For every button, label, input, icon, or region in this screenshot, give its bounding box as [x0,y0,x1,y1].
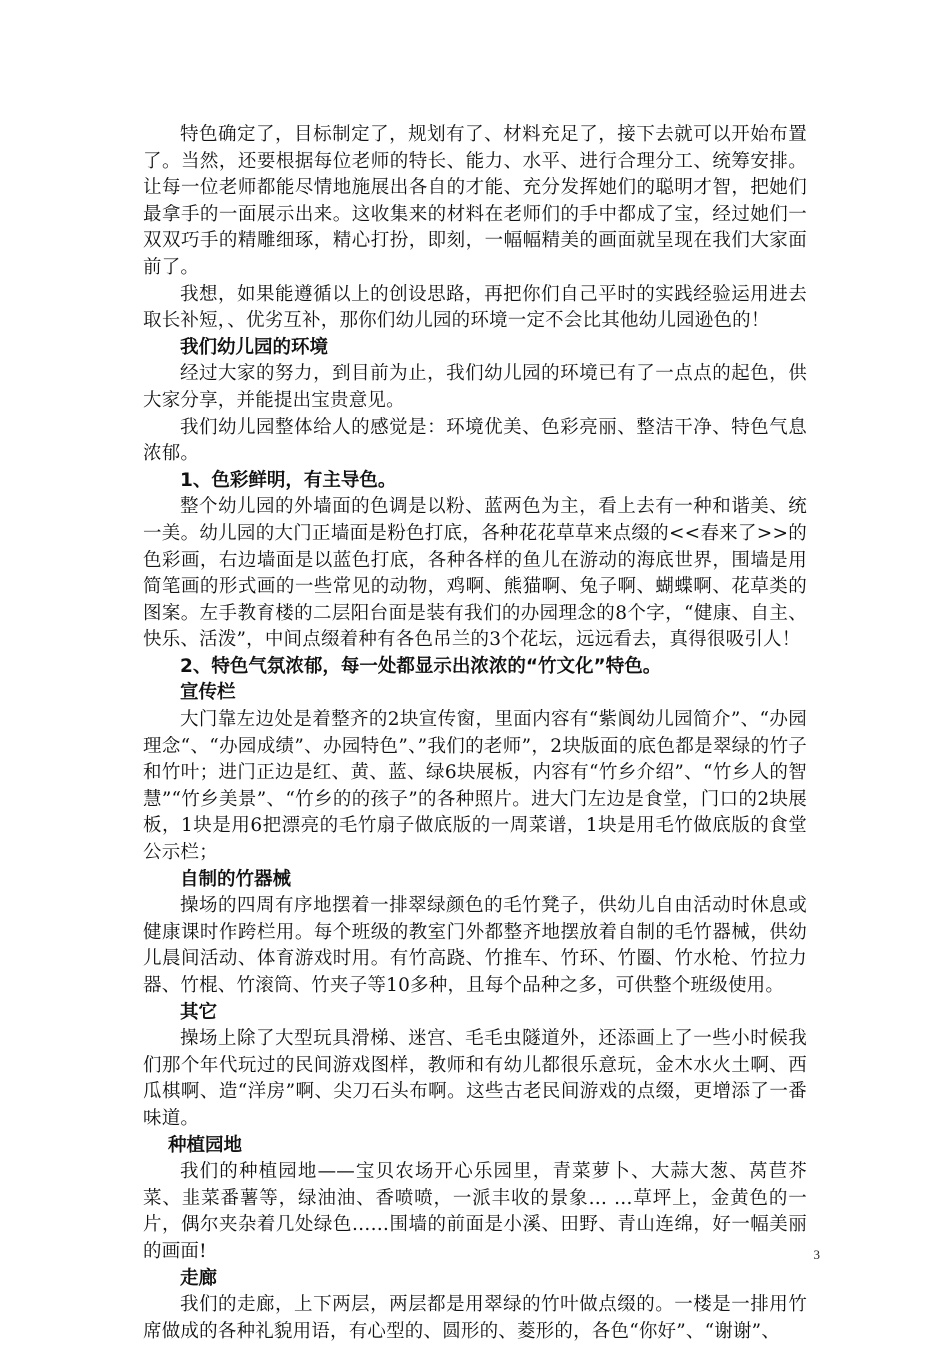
paragraph: 我想，如果能遵循以上的创设思路，再把你们自己平时的实践经验运用进去取长补短，、优劣互补，那你们幼儿园的环境一定不会比其他幼儿园逊色的！ [143,283,807,332]
section-heading: 我们幼儿园的环境 [180,336,329,358]
paragraph: 我们幼儿园整体给人的感觉是：环境优美、色彩亮丽、整洁干净、特色气息浓郁。 [143,416,807,465]
paragraph: 操场上除了大型玩具滑梯、迷宫、毛毛虫隧道外，还添画上了一些小时候我们那个年代玩过的民间游戏图样，教师和有幼儿都很乐意玩，金木水火土啊、西瓜棋啊、造“洋房”啊、尖刀石头布啊。这些古老民间游戏的点缀，更增添了一番味道。 [143,1028,807,1129]
paragraph: 我们的种植园地——宝贝农场开心乐园里，青菜萝卜、大蒜大葱、莴苣芥菜、韭菜番薯等，绿油油、香喷喷，一派丰收的景象… …草坪上，金黄色的一片，偶尔夹杂着几处绿色……围墙的前面是小溪、田野、青山连绵，好一幅美丽的画面! [143,1161,807,1262]
subsection-heading: 宣传栏 [180,682,236,704]
section-heading: 2、特色气氛浓郁，每一处都显示出浓浓的“竹文化”特色。 [180,655,662,677]
paragraph: 经过大家的努力，到目前为止，我们幼儿园的环境已有了一点点的起色，供大家分享，并能提出宝贵意见。 [143,363,807,411]
document-page [143,122,807,1345]
paragraph: 特色确定了，目标制定了，规划有了、材料充足了，接下去就可以开始布置了。当然，还要根据每位老师的特长、能力、水平、进行合理分工、统筹安排。让每一位老师都能尽情地施展出各自的才能、充分发挥她们的聪明才智，把她们最拿手的一面展示出来。这收集来的材料在老师们的手中都成了宝，经过她们一双双巧手的精雕细琢，精心打扮，即刻，一幅幅精美的画面就呈现在我们大家面前了。 [143,124,807,278]
subsection-heading: 自制的竹器械 [180,868,292,890]
section-heading: 1、色彩鲜明，有主导色。 [180,469,397,491]
paragraph: 我们的走廊，上下两层，两层都是用翠绿的竹叶做点缀的。一楼是一排用竹席做成的各种礼貌用语，有心型的、圆形的、菱形的，各色“你好”、“谢谢”、 [143,1294,807,1342]
paragraph: 大门靠左边处是着整齐的2块宣传窗，里面内容有“紫阆幼儿园简介”、“办园理念“、“办园成绩”、办园特色”、”我们的老师”，2块版面的底色都是翠绿的竹子和竹叶；进门正边是红、黄、蓝、绿6块展板，内容有“竹乡介绍”、“竹乡人的智慧”“竹乡美景”、“竹乡的的孩子”的各种照片。进大门左边是食堂，门口的2块展板，1块是用6把漂亮的毛竹扇子做底版的一周菜谱，1块是用毛竹做底版的食堂公示栏； [143,709,807,864]
page-number: 3 [813,1247,820,1262]
subsection-heading: 种植园地 [168,1134,243,1156]
paragraph: 整个幼儿园的外墙面的色调是以粉、蓝两色为主，看上去有一种和谐美、统一美。幼儿园的大门正墙面是粉色打底，各种花花草草来点缀的<<春来了>>的色彩画，右边墙面是以蓝色打底，各种各样的鱼儿在游动的海底世界，围墙是用简笔画的形式画的一些常见的动物，鸡啊、熊猫啊、兔子啊、蝴蝶啊、花草类的图案。左手教育楼的二层阳台面是装有我们的办园理念的8个字，“健康、自主、快乐、活泼”，中间点缀着种有各色吊兰的3个花坛，远远看去，真得很吸引人！ [143,496,807,651]
subsection-heading: 走廊 [180,1267,218,1289]
paragraph: 操场的四周有序地摆着一排翠绿颜色的毛竹凳子，供幼儿自由活动时休息或健康课时作跨栏用。每个班级的教室门外都整齐地摆放着自制的毛竹器械，供幼儿晨间活动、体育游戏时用。有竹高跷、竹推车、竹环、竹圈、竹水枪、竹拉力器、竹棍、竹滚筒、竹夹子等10多种，且每个品种之多，可供整个班级使用。 [143,895,807,996]
subsection-heading: 其它 [180,1001,218,1023]
